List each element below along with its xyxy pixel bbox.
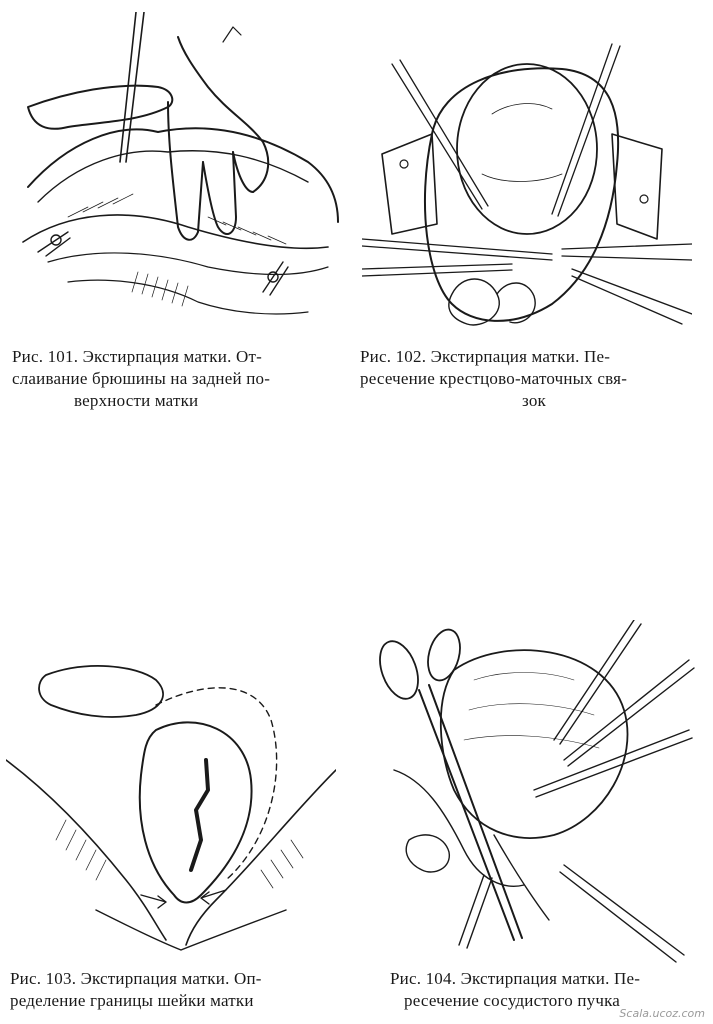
- caption-line: Рис. 102. Экстирпация матки. Пе-: [360, 347, 611, 366]
- figure-101-caption: [12, 346, 270, 412]
- figure-101: [0, 0, 356, 420]
- figure-103-caption: [10, 968, 262, 1012]
- figure-102: [356, 0, 713, 420]
- clamp-icon: [38, 232, 288, 295]
- caption-line: Рис. 101. Экстирпация матки. От-: [12, 347, 262, 366]
- scissors-icon: [373, 626, 522, 940]
- figure-104-illustration: [364, 620, 699, 965]
- caption-line: Рис. 103. Экстирпация матки. Оп-: [10, 969, 262, 988]
- caption-line: зок: [522, 391, 546, 410]
- figure-102-caption: [360, 346, 627, 412]
- caption-line: слаивание брюшины на задней по-: [12, 369, 271, 388]
- figure-103: [0, 600, 356, 1024]
- caption-line: Рис. 104. Экстирпация матки. Пе-: [390, 969, 641, 988]
- figure-104-caption: [390, 968, 640, 1012]
- retractor-icon: [382, 134, 662, 239]
- caption-line: ресечение сосудистого пучка: [404, 991, 621, 1010]
- arrow-icon: [141, 890, 226, 908]
- hand-illustration: [28, 27, 268, 240]
- caption-line: ределение границы шейки матки: [10, 991, 254, 1010]
- caption-line: верхности матки: [74, 391, 199, 410]
- caption-line: ресечение крестцово-маточных свя-: [360, 369, 628, 388]
- watermark: Scala.ucoz.com: [619, 1007, 705, 1020]
- figure-102-illustration: [362, 24, 692, 344]
- figure-103-illustration: [6, 640, 336, 965]
- figure-104: [356, 600, 713, 1024]
- figure-101-illustration: [8, 12, 343, 342]
